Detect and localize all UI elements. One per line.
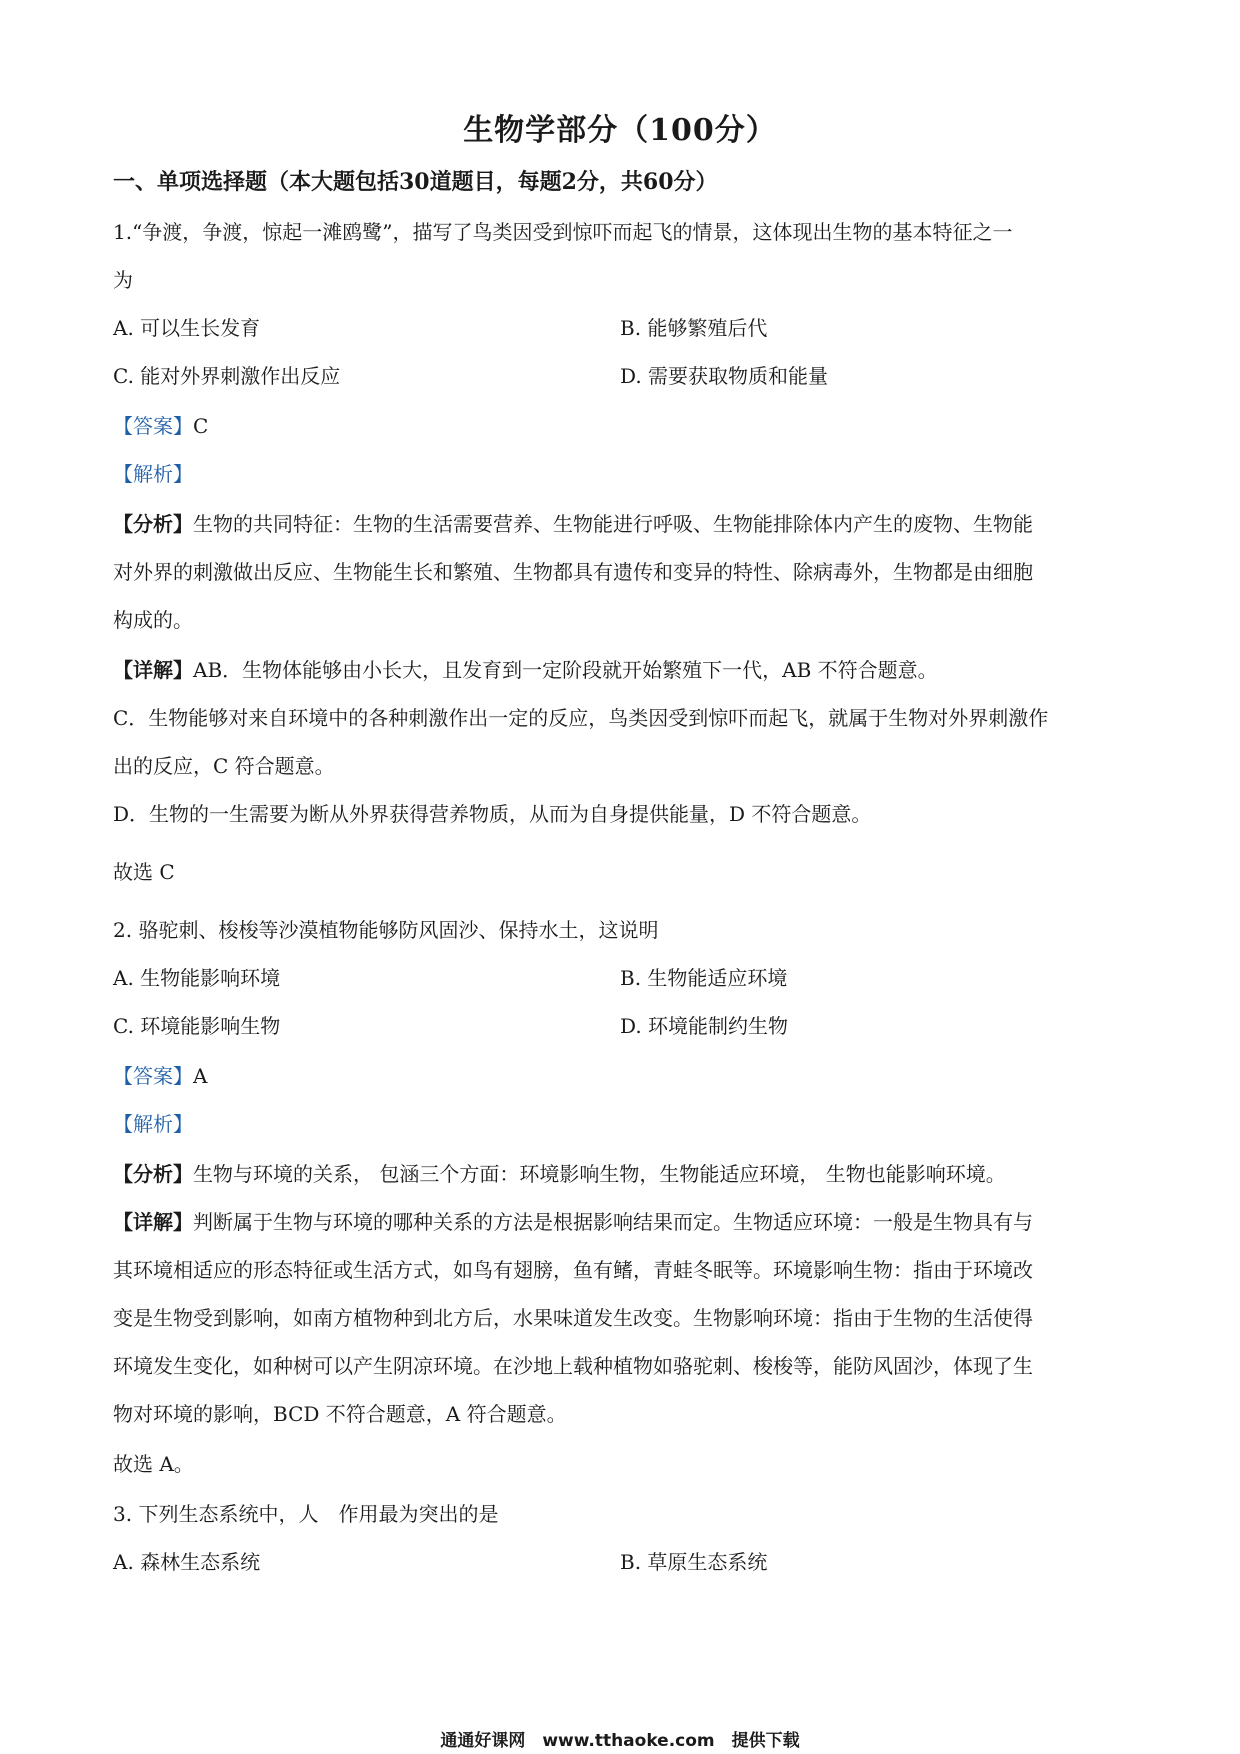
q1-fenxi-text1: 生物的共同特征：生物的生活需要营养、生物能进行呼吸、生物能排除体内产生的废物、生物能 <box>193 512 1033 536</box>
q2-xiangjie-tag: 【详解】 <box>113 1210 193 1234</box>
q2-answer <box>113 1062 207 1090</box>
q2-fenxi-line1 <box>113 1160 1006 1188</box>
page-title: 生物学部分（100分） <box>463 113 777 148</box>
q1-xiangjie-tag: 【详解】 <box>113 658 193 682</box>
q1-xiangjie-line4: D．生物的一生需要为断从外界获得营养物质，从而为自身提供能量，D 不符合题意。 <box>113 802 872 826</box>
q1-answer-value: C <box>193 414 209 438</box>
q2-xiangjie-line1 <box>113 1208 1033 1236</box>
section-heading: 一、单项选择题（本大题包括30道题目，每题2分，共60分） <box>113 169 718 195</box>
q1-conclusion: 故选 C <box>113 860 175 884</box>
q2-option-d: D. 环境能制约生物 <box>620 1014 789 1038</box>
q2-answer-value: A <box>193 1064 208 1088</box>
q1-fenxi-line1 <box>113 510 1033 538</box>
q2-xiangjie-text1: 判断属于生物与环境的哪种关系的方法是根据影响结果而定。生物适应环境：一般是生物具有与 <box>193 1210 1033 1234</box>
q1-answer-tag: 【答案】 <box>113 414 193 438</box>
q1-option-d: D. 需要获取物质和能量 <box>620 364 829 388</box>
q2-option-a: A. 生物能影响环境 <box>113 966 281 990</box>
page-footer: 通通好课网 www.tthaoke.com 提供下载 <box>440 1731 800 1751</box>
q1-answer <box>113 412 208 440</box>
q2-xiangjie-line2: 其环境相适应的形态特征或生活方式，如鸟有翅膀，鱼有鳍，青蛙冬眠等。环境影响生物：指由于环境改 <box>113 1258 1033 1282</box>
q3-option-b: B. 草原生态系统 <box>620 1550 768 1574</box>
q1-analysis-tag: 【解析】 <box>113 462 193 486</box>
q1-xiangjie-line2: C．生物能够对来自环境中的各种刺激作出一定的反应，鸟类因受到惊吓而起飞，就属于生物对外界刺激作 <box>113 706 1049 730</box>
q1-xiangjie-text1: AB．生物体能够由小长大，且发育到一定阶段就开始繁殖下一代，AB 不符合题意。 <box>193 658 938 682</box>
q3-stem: 3. 下列生态系统中，人 作用最为突出的是 <box>113 1502 499 1526</box>
q1-xiangjie-line1 <box>113 656 938 684</box>
q2-xiangjie-line5: 物对环境的影响，BCD 不符合题意，A 符合题意。 <box>113 1402 567 1426</box>
q2-fenxi-text1: 生物与环境的关系， 包涵三个方面：环境影响生物，生物能适应环境， 生物也能影响环境。 <box>193 1162 1006 1186</box>
q1-stem-line1: 1.“争渡，争渡，惊起一滩鸥鹭”，描写了鸟类因受到惊吓而起飞的情景，这体现出生物的基本特征之一 <box>113 220 1013 244</box>
q1-fenxi-line2: 对外界的刺激做出反应、生物能生长和繁殖、生物都具有遗传和变异的特性、除病毒外，生物都是由细胞 <box>113 560 1033 584</box>
q2-option-c: C. 环境能影响生物 <box>113 1014 281 1038</box>
q2-xiangjie-line3: 变是生物受到影响，如南方植物种到北方后，水果味道发生改变。生物影响环境：指由于生物的生活使得 <box>113 1306 1033 1330</box>
q1-option-a: A. 可以生长发育 <box>113 316 261 340</box>
q1-xiangjie-line3: 出的反应，C 符合题意。 <box>113 754 335 778</box>
q2-stem: 2. 骆驼刺、梭梭等沙漠植物能够防风固沙、保持水土，这说明 <box>113 918 659 942</box>
q1-option-c: C. 能对外界刺激作出反应 <box>113 364 341 388</box>
q2-fenxi-tag: 【分析】 <box>113 1162 193 1186</box>
q1-option-b: B. 能够繁殖后代 <box>620 316 768 340</box>
q1-fenxi-line3: 构成的。 <box>113 608 193 632</box>
q2-option-b: B. 生物能适应环境 <box>620 966 788 990</box>
q1-stem-line2: 为 <box>113 268 133 292</box>
q2-answer-tag: 【答案】 <box>113 1064 193 1088</box>
q2-xiangjie-line4: 环境发生变化，如种树可以产生阴凉环境。在沙地上载种植物如骆驼刺、梭梭等，能防风固沙，体现了生 <box>113 1354 1033 1378</box>
q2-analysis-tag: 【解析】 <box>113 1112 193 1136</box>
q3-option-a: A. 森林生态系统 <box>113 1550 261 1574</box>
q1-fenxi-tag: 【分析】 <box>113 512 193 536</box>
q2-conclusion: 故选 A。 <box>113 1452 194 1476</box>
